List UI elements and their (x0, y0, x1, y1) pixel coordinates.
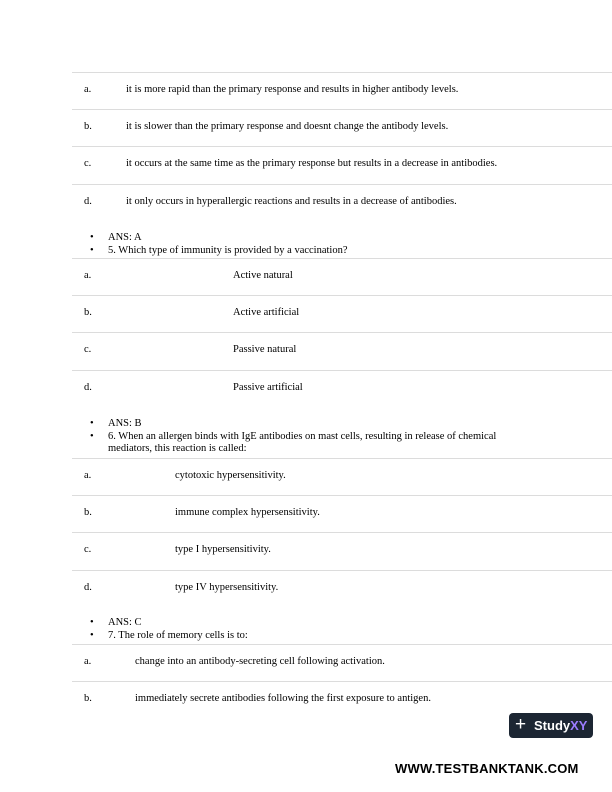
option-text: Passive natural (233, 344, 297, 355)
q4-option-d (72, 184, 612, 222)
option-text: change into an antibody-secreting cell following activation. (135, 656, 385, 667)
question-text: 7. The role of memory cells is to: (108, 630, 248, 641)
option-text: it is more rapid than the primary response and results in higher antibody levels. (126, 84, 459, 95)
q7-option-a (72, 644, 612, 682)
bullet-icon: • (90, 245, 94, 256)
option-letter: d. (84, 382, 92, 393)
logo-text (534, 718, 587, 733)
option-letter: a. (84, 84, 92, 95)
option-text: Active natural (233, 270, 293, 281)
option-letter: c. (84, 158, 92, 169)
option-letter: b. (84, 121, 92, 132)
option-letter: b. (84, 507, 92, 518)
logo-word-study: Study (534, 718, 571, 733)
option-letter: a. (84, 470, 92, 481)
option-letter: a. (84, 656, 92, 667)
q5-option-c (72, 332, 612, 370)
q4-option-b (72, 109, 612, 147)
question-text: 5. Which type of immunity is provided by a vaccination? (108, 245, 348, 256)
q6-option-a (72, 458, 612, 496)
q6-option-d (72, 570, 612, 608)
bullet-icon: • (90, 617, 94, 628)
option-text: type I hypersensitivity. (175, 544, 271, 555)
option-text: immune complex hypersensitivity. (175, 507, 320, 518)
q5-option-a (72, 258, 612, 296)
q6-option-b (72, 495, 612, 533)
option-text: it is slower than the primary response and doesnt change the antibody levels. (126, 121, 449, 132)
answer-text: ANS: A (108, 232, 142, 243)
option-letter: a. (84, 270, 92, 281)
option-letter: c. (84, 544, 92, 555)
question-text: 6. When an allergen binds with IgE antibodies on mast cells, resulting in release of chemical mediators, this reaction is called: (108, 431, 497, 454)
option-text: type IV hypersensitivity. (175, 582, 279, 593)
option-letter: d. (84, 196, 92, 207)
q4-option-a (72, 72, 612, 110)
bullet-icon: • (90, 431, 94, 442)
studyxy-logo[interactable] (509, 713, 593, 738)
plus-icon: + (515, 714, 527, 735)
option-text: cytotoxic hypersensitivity. (175, 470, 286, 481)
bullet-icon: • (90, 232, 94, 243)
q6-option-c (72, 532, 612, 570)
option-text: it only occurs in hyperallergic reactions and results in a decrease of antibodies. (126, 196, 457, 207)
option-text: immediately secrete antibodies following the first exposure to antigen. (135, 693, 431, 704)
answer-text: ANS: B (108, 418, 142, 429)
option-text: it occurs at the same time as the primary response but results in a decrease in antibodies. (126, 158, 498, 169)
answer-text: ANS: C (108, 617, 142, 628)
q5-option-b (72, 295, 612, 333)
logo-word-xy: XY (570, 718, 588, 733)
option-letter: b. (84, 307, 92, 318)
option-text: Passive artificial (233, 382, 303, 393)
option-letter: b. (84, 693, 92, 704)
option-letter: d. (84, 582, 92, 593)
option-text: Active artificial (233, 307, 300, 318)
q4-option-c (72, 146, 612, 184)
bullet-icon: • (90, 418, 94, 429)
footer-website: WWW.TESTBANKTANK.COM (395, 761, 579, 776)
option-letter: c. (84, 344, 92, 355)
q5-option-d (72, 370, 612, 408)
bullet-icon: • (90, 630, 94, 641)
